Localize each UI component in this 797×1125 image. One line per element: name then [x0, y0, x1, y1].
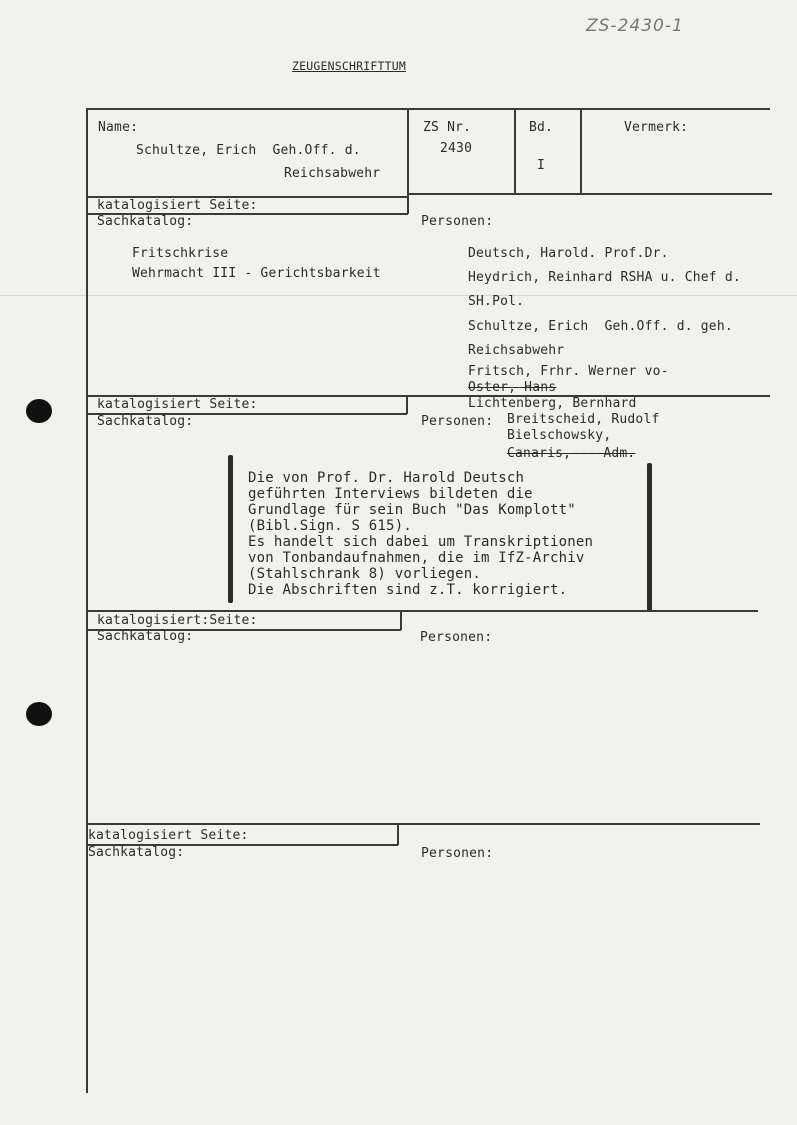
section4-katalog-label: katalogisiert Seite:	[88, 828, 249, 843]
section3-personen-label: Personen:	[420, 630, 493, 645]
person-item-1: Deutsch, Harold. Prof.Dr.	[468, 246, 669, 261]
left-margin-rule	[86, 108, 88, 1093]
zs-number-value: 2430	[440, 141, 473, 156]
note-left-bar	[228, 455, 233, 603]
section1-sachkatalog-label: Sachkatalog:	[97, 214, 194, 229]
person-item-10: Bielschowsky,	[507, 428, 612, 443]
zs-number-label: ZS Nr.	[423, 120, 472, 135]
person-item-5: Reichsabwehr	[468, 343, 565, 358]
section4-label-divider	[397, 823, 399, 845]
volume-value: I	[537, 158, 546, 173]
note-line-5: Es handelt sich dabei um Transkriptionen	[248, 534, 594, 550]
person-item-3: SH.Pol.	[468, 294, 525, 309]
section3-top-rule	[86, 610, 758, 612]
punch-hole-upper	[26, 399, 52, 423]
archive-number-handwritten: ZS-2430-1	[586, 16, 684, 36]
section3-label-divider	[400, 610, 402, 630]
section4-personen-label: Personen:	[421, 846, 494, 861]
note-line-1: Die von Prof. Dr. Harold Deutsch	[248, 470, 525, 486]
section2-sachkatalog-label: Sachkatalog:	[97, 414, 194, 429]
person-item-6: Fritsch, Frhr. Werner vo-	[468, 364, 669, 379]
vermerk-label: Vermerk:	[624, 120, 689, 135]
sach-item-2: Wehrmacht III - Gerichtsbarkeit	[132, 266, 381, 281]
note-right-bar	[647, 463, 652, 611]
header-top-rule	[86, 108, 770, 110]
note-line-4: (Bibl.Sign. S 615).	[248, 518, 412, 534]
note-line-8: Die Abschriften sind z.T. korrigiert.	[248, 582, 568, 598]
section2-label-divider	[406, 395, 408, 414]
volume-label: Bd.	[529, 120, 554, 135]
person-item-8: Lichtenberg, Bernhard	[468, 396, 637, 411]
person-item-4: Schultze, Erich Geh.Off. d. geh.	[468, 319, 733, 334]
section3-katalog-label: katalogisiert:Seite:	[97, 613, 258, 628]
section1-katalog-label: katalogisiert Seite:	[97, 198, 258, 213]
note-line-6: von Tonbandaufnahmen, die im IfZ-Archiv	[248, 550, 585, 566]
section1-personen-label: Personen:	[421, 214, 494, 229]
header-divider-zs	[514, 108, 516, 194]
name-label: Name:	[98, 120, 139, 135]
person-item-11-struck: Canaris,----Adm.	[507, 446, 636, 461]
note-line-7: (Stahlschrank 8) vorliegen.	[248, 566, 481, 582]
section2-personen-label: Personen:	[421, 414, 494, 429]
section3-sachkatalog-label: Sachkatalog:	[97, 629, 194, 644]
name-value-line1: Schultze, Erich Geh.Off. d.	[136, 143, 361, 158]
person-item-2: Heydrich, Reinhard RSHA u. Chef d.	[468, 270, 741, 285]
section2-katalog-label: katalogisiert Seite:	[97, 397, 258, 412]
note-line-3: Grundlage für sein Buch "Das Komplott"	[248, 502, 576, 518]
page-title: ZEUGENSCHRIFTTUM	[292, 59, 406, 73]
header-bottom-rule	[407, 193, 772, 195]
section4-sachkatalog-label: Sachkatalog:	[88, 845, 185, 860]
header-divider-bd	[580, 108, 582, 194]
person-item-7-struck: Oster, Hans	[468, 380, 557, 395]
person-item-9: Breitscheid, Rudolf	[507, 412, 660, 427]
name-value-line2: Reichsabwehr	[284, 166, 381, 181]
header-divider-name	[407, 108, 409, 214]
paper-fold-line	[0, 295, 797, 296]
punch-hole-lower	[26, 702, 52, 726]
section4-top-rule	[86, 823, 760, 825]
sach-item-1: Fritschkrise	[132, 246, 229, 261]
note-line-2: geführten Interviews bildeten die	[248, 486, 533, 502]
